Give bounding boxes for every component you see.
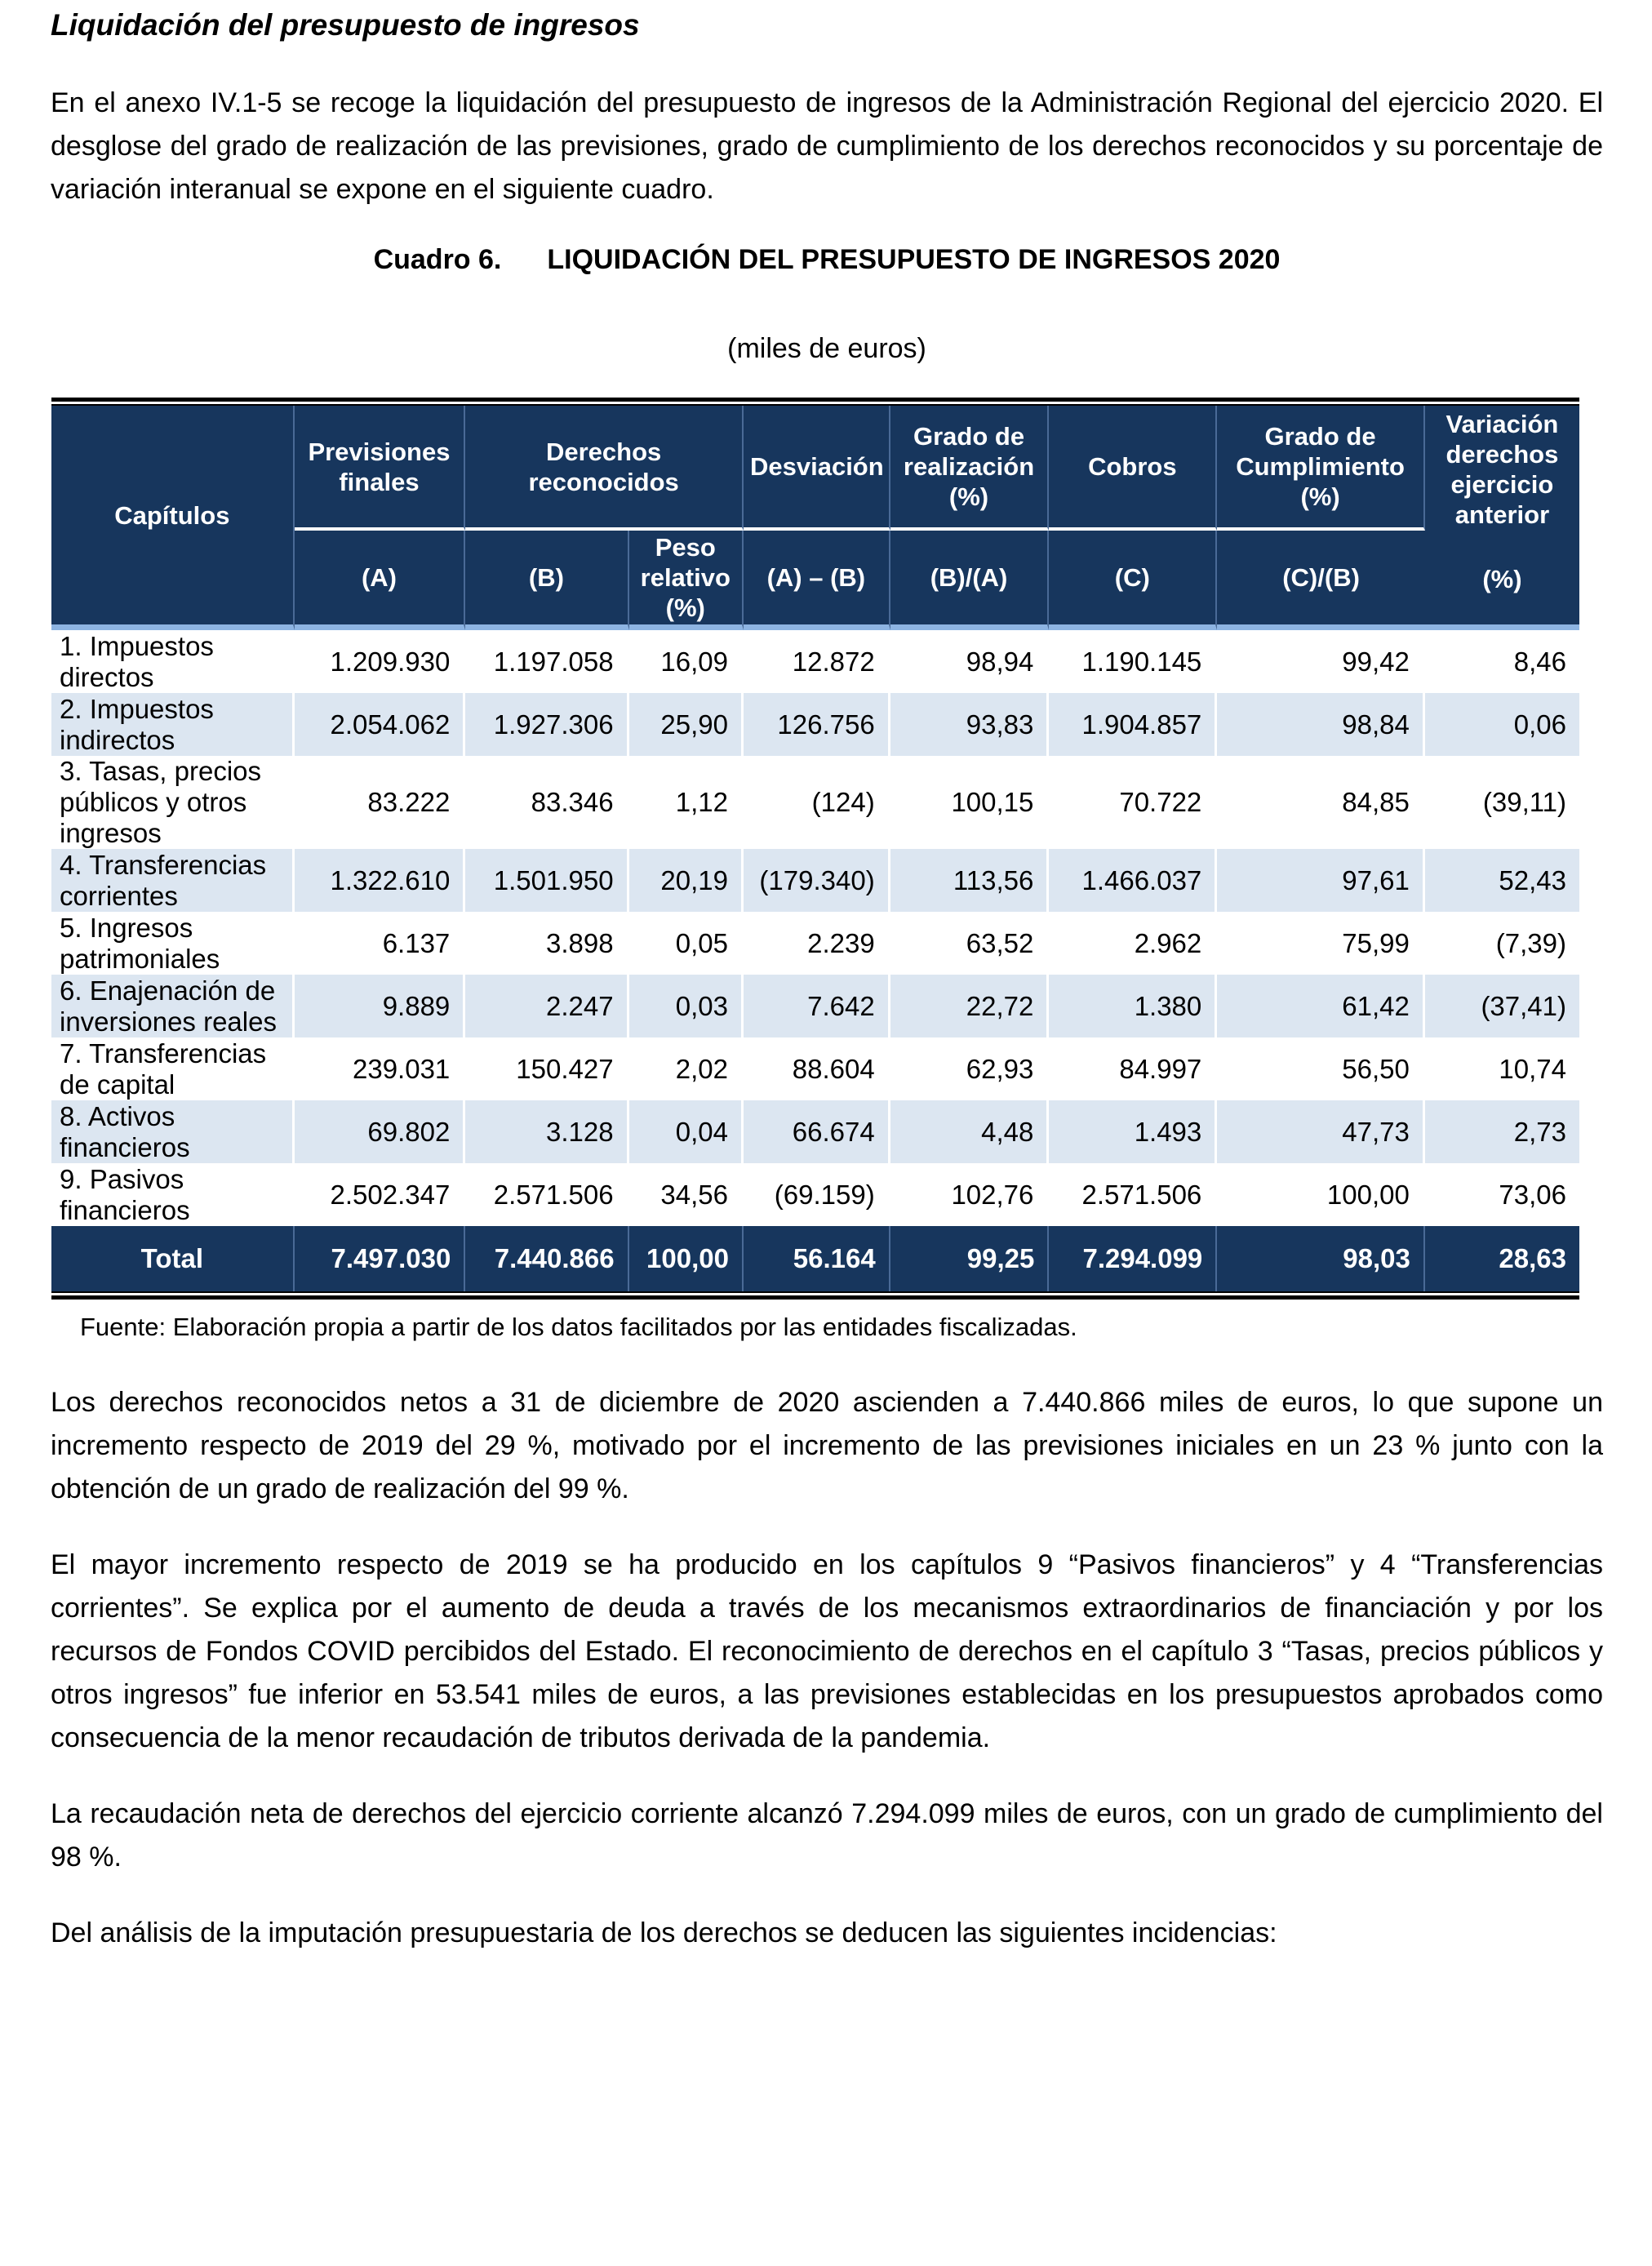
- cell-value: 61,42: [1217, 975, 1425, 1037]
- cell-value: 10,74: [1499, 1053, 1566, 1084]
- total-value: 100,00: [629, 1226, 744, 1291]
- cell-value: 2.502.347: [295, 1163, 466, 1226]
- cell-value: 1.322.610: [295, 849, 466, 912]
- cell-value: 8,46: [1513, 646, 1566, 677]
- cell-value: 2.239: [744, 912, 890, 975]
- table-row: [51, 912, 1579, 975]
- total-value: 99,25: [890, 1226, 1050, 1291]
- cell-value: 4,48: [890, 1100, 1050, 1163]
- cell-value: 1,12: [629, 756, 744, 849]
- cell-value: 100,00: [1217, 1163, 1425, 1226]
- row-label: 6. Enajenación de inversiones reales: [51, 975, 295, 1037]
- cell-value: 1.904.857: [1049, 693, 1217, 756]
- cell-value: (69.159): [744, 1163, 890, 1226]
- row-label: 4. Transferencias corrientes: [51, 849, 295, 912]
- budget-table: [51, 406, 1579, 1291]
- cell-value: 16,09: [629, 630, 744, 693]
- cell-value: 2,73: [1425, 1100, 1579, 1163]
- table-row: [51, 1037, 1579, 1100]
- subheader-a-minus-b: (A) – (B): [744, 531, 890, 630]
- cell-value: (179.340): [744, 849, 890, 912]
- row-label: 3. Tasas, precios públicos y otros ingresos: [51, 756, 295, 849]
- paragraph-analisis: Del análisis de la imputación presupuestaria de los derechos se deducen las siguientes incidencias:: [51, 1917, 1277, 1948]
- header-previsiones: Previsiones finales: [295, 406, 466, 531]
- header-variacion-label: Variación derechos ejercicio anterior: [1446, 410, 1559, 529]
- cell-value: 62,93: [890, 1037, 1050, 1100]
- cell-value: 1.380: [1049, 975, 1217, 1037]
- cell-value: 113,56: [890, 849, 1050, 912]
- budget-table-block: [51, 398, 1579, 1300]
- cell-value: 2,02: [629, 1037, 744, 1100]
- row-label: 8. Activos financieros: [51, 1100, 295, 1163]
- total-value: 7.440.866: [465, 1226, 628, 1291]
- paragraph-recaudacion: La recaudación neta de derechos del ejercicio corriente alcanzó 7.294.099 miles de euros, con un grado de cumplimiento del 98 %.: [51, 1798, 1603, 1873]
- cell-value: 0,03: [629, 975, 744, 1037]
- paragraph-derechos: Los derechos reconocidos netos a 31 de diciembre de 2020 ascienden a 7.440.866 miles de euros, lo que supone un incremento respecto de 2019 del 29 %, motivado por el incremento de las previsiones iniciales en un 23 % junto con la obtención de un grado de realización del 99 %.: [51, 1387, 1603, 1504]
- header-desviacion: Desviación: [744, 406, 890, 531]
- cell-value: 6.137: [295, 912, 466, 975]
- cell-value: 0,05: [629, 912, 744, 975]
- header-cobros: Cobros: [1049, 406, 1217, 531]
- units-label: (miles de euros): [727, 333, 926, 364]
- cell-value: 75,99: [1217, 912, 1425, 975]
- total-value: 98,03: [1217, 1226, 1425, 1291]
- row-label: 2. Impuestos indirectos: [51, 693, 295, 756]
- cell-value: 1.209.930: [295, 630, 466, 693]
- header-variacion: [1425, 406, 1579, 630]
- cell-value: 20,19: [629, 849, 744, 912]
- row-label: 7. Transferencias de capital: [51, 1037, 295, 1100]
- source-note: Fuente: Elaboración propia a partir de los datos facilitados por las entidades fiscalizadas.: [80, 1313, 1077, 1341]
- cell-value: 7.642: [744, 975, 890, 1037]
- subheader-a: (A): [295, 531, 466, 630]
- row-label: 5. Ingresos patrimoniales: [51, 912, 295, 975]
- cell-value: 239.031: [295, 1037, 466, 1100]
- table-bottom-rule: [51, 1291, 1579, 1300]
- cell-value: 1.493: [1049, 1100, 1217, 1163]
- total-value: 7.294.099: [1049, 1226, 1217, 1291]
- cell-value: 22,72: [890, 975, 1050, 1037]
- subheader-peso: Peso relativo (%): [629, 531, 744, 630]
- table-row: [51, 1100, 1579, 1163]
- cell-value: (37,41): [1425, 975, 1579, 1037]
- cell-value: 52,43: [1425, 849, 1579, 912]
- subheader-c-over-b: (C)/(B): [1217, 531, 1425, 630]
- cell-value: 63,52: [890, 912, 1050, 975]
- cell-value: 73,06: [1499, 1179, 1566, 1210]
- table-row: [51, 975, 1579, 1037]
- header-variacion-sub: (%): [1482, 564, 1522, 593]
- cell-value: 84,85: [1217, 756, 1425, 849]
- cell-value: 12.872: [744, 630, 890, 693]
- cell-value: 0,06: [1425, 693, 1579, 756]
- table-header: [51, 406, 1579, 630]
- total-row: [51, 1226, 1579, 1291]
- subheader-c: (C): [1049, 531, 1217, 630]
- total-value: 28,63: [1425, 1226, 1579, 1291]
- document-title: Liquidación del presupuesto de ingresos: [51, 8, 640, 42]
- row-label: 9. Pasivos financieros: [51, 1163, 295, 1226]
- caption-number: Cuadro 6.: [373, 244, 502, 275]
- cell-value: 2.247: [465, 975, 628, 1037]
- cell-value: 83.222: [295, 756, 466, 849]
- cell-value: 25,90: [629, 693, 744, 756]
- cell-value: 99,42: [1217, 630, 1425, 693]
- cell-value: 1.501.950: [465, 849, 628, 912]
- cell-value: 2.962: [1049, 912, 1217, 975]
- total-value: 7.497.030: [295, 1226, 466, 1291]
- intro-paragraph: En el anexo IV.1-5 se recoge la liquidación del presupuesto de ingresos de la Administración Regional del ejercicio 2020. El desglose del grado de realización de las previsiones, grado de cumplimiento de los derechos reconocidos y su porcentaje de variación interanual se expone en el siguiente cuadro.: [51, 87, 1603, 205]
- subheader-b-over-a: (B)/(A): [890, 531, 1050, 630]
- cell-value: 3.128: [465, 1100, 628, 1163]
- cell-value: (39,11): [1482, 787, 1566, 817]
- cell-value: 1.190.145: [1049, 630, 1217, 693]
- cell-value: 3.898: [465, 912, 628, 975]
- cell-value: 2.054.062: [295, 693, 466, 756]
- header-grado-realizacion: Grado de realización (%): [890, 406, 1050, 531]
- table-body: [51, 630, 1579, 1291]
- cell-value: 9.889: [295, 975, 466, 1037]
- table-caption: [51, 244, 1603, 276]
- table-row: [51, 756, 1579, 849]
- table-row: [51, 693, 1579, 756]
- cell-value: 2.571.506: [1049, 1163, 1217, 1226]
- cell-value: 84.997: [1049, 1037, 1217, 1100]
- cell-value: 47,73: [1217, 1100, 1425, 1163]
- cell-value: 98,94: [890, 630, 1050, 693]
- total-label: Total: [51, 1226, 295, 1291]
- row-label: 1. Impuestos directos: [51, 630, 295, 693]
- total-value: 56.164: [744, 1226, 890, 1291]
- header-derechos: Derechos reconocidos: [465, 406, 744, 531]
- cell-value: 1.927.306: [465, 693, 628, 756]
- cell-value: (124): [744, 756, 890, 849]
- caption-title: LIQUIDACIÓN DEL PRESUPUESTO DE INGRESOS 2020: [547, 244, 1281, 275]
- cell-value: 97,61: [1217, 849, 1425, 912]
- cell-value: (7,39): [1495, 927, 1566, 958]
- cell-value: 34,56: [629, 1163, 744, 1226]
- cell-value: 1.197.058: [465, 630, 628, 693]
- subheader-b: (B): [465, 531, 628, 630]
- paragraph-incremento: El mayor incremento respecto de 2019 se ha producido en los capítulos 9 “Pasivos financieros” y 4 “Transferencias corrientes”. Se explica por el aumento de deuda a través de los mecanismos extraordinarios de financiación y por los recursos de Fondos COVID percibidos del Estado. El reconocimiento de derechos en el capítulo 3 “Tasas, precios públicos y otros ingresos” fue inferior en 53.541 miles de euros, a las previsiones establecidas en los presupuestos aprobados como consecuencia de la menor recaudación de tributos derivada de la pandemia.: [51, 1549, 1603, 1753]
- cell-value: 88.604: [744, 1037, 890, 1100]
- cell-value: 98,84: [1217, 693, 1425, 756]
- cell-value: 93,83: [890, 693, 1050, 756]
- cell-value: 126.756: [744, 693, 890, 756]
- table-row: [51, 630, 1579, 693]
- cell-value: 56,50: [1217, 1037, 1425, 1100]
- cell-value: 150.427: [465, 1037, 628, 1100]
- cell-value: 66.674: [744, 1100, 890, 1163]
- header-capitulos: Capítulos: [51, 406, 295, 630]
- cell-value: 70.722: [1049, 756, 1217, 849]
- table-top-rule: [51, 398, 1579, 406]
- header-grado-cumplimiento: Grado de Cumplimiento (%): [1217, 406, 1425, 531]
- cell-value: 100,15: [890, 756, 1050, 849]
- cell-value: 69.802: [295, 1100, 466, 1163]
- cell-value: 0,04: [629, 1100, 744, 1163]
- table-row: [51, 849, 1579, 912]
- cell-value: 83.346: [465, 756, 628, 849]
- cell-value: 1.466.037: [1049, 849, 1217, 912]
- table-row: [51, 1163, 1579, 1226]
- cell-value: 102,76: [890, 1163, 1050, 1226]
- cell-value: 2.571.506: [465, 1163, 628, 1226]
